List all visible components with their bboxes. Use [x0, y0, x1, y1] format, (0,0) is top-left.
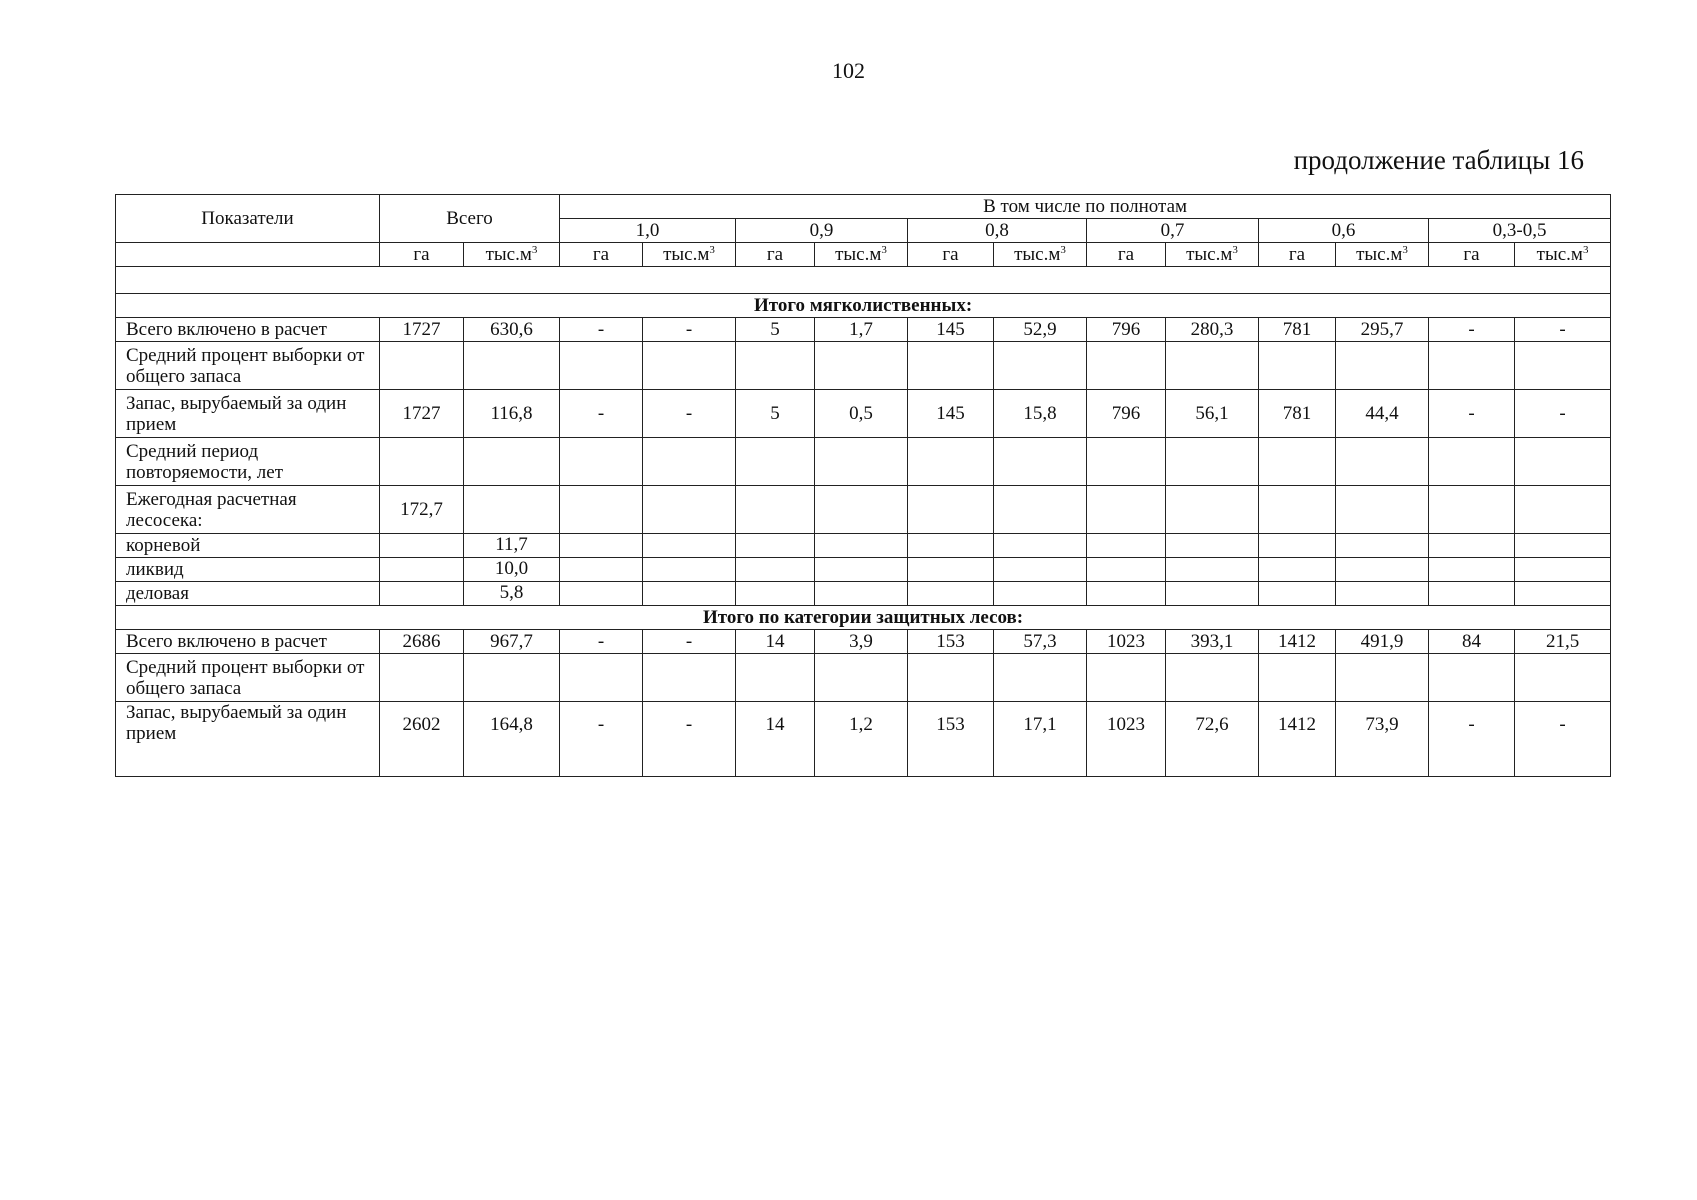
table-cell: -	[560, 630, 643, 654]
table-cell: -	[643, 702, 736, 777]
unit-volume-exponent: 3	[531, 244, 538, 256]
table-cell	[1259, 654, 1336, 702]
unit-ha: га	[736, 243, 815, 267]
table-cell	[643, 534, 736, 558]
table-cell	[908, 342, 994, 390]
blank-row	[116, 267, 1611, 294]
table-cell	[994, 438, 1087, 486]
table-cell	[1429, 558, 1515, 582]
row-label: Средний процент выборки от общего запаса	[116, 342, 380, 390]
table-cell: 164,8	[464, 702, 560, 777]
table-cell	[815, 654, 908, 702]
table-cell: -	[1515, 318, 1611, 342]
header-indicator: Показатели	[116, 195, 380, 243]
header-density: 0,3-0,5	[1429, 219, 1611, 243]
table-cell	[560, 558, 643, 582]
row-label: Всего включено в расчет	[116, 318, 380, 342]
table-cell: 11,7	[464, 534, 560, 558]
table-cell	[1259, 438, 1336, 486]
table-cell: 10,0	[464, 558, 560, 582]
table-cell	[1336, 654, 1429, 702]
table-cell	[1515, 654, 1611, 702]
table-row	[116, 630, 1611, 654]
unit-volume-text: тыс.м	[1536, 244, 1583, 265]
table-cell	[1166, 582, 1259, 606]
unit-volume-text: тыс.м	[1356, 244, 1403, 265]
table-cell: 630,6	[464, 318, 560, 342]
table-cell: 21,5	[1515, 630, 1611, 654]
table-cell: 145	[908, 318, 994, 342]
row-label: деловая	[116, 582, 380, 606]
section-title-row	[116, 294, 1611, 318]
table-row	[116, 318, 1611, 342]
header-density: 0,8	[908, 219, 1087, 243]
unit-volume-text: тыс.м	[1014, 244, 1061, 265]
table-cell	[1429, 582, 1515, 606]
table-cell: 153	[908, 702, 994, 777]
unit-ha: га	[1087, 243, 1166, 267]
table-cell: 3,9	[815, 630, 908, 654]
table-cell	[464, 342, 560, 390]
table-cell: -	[560, 318, 643, 342]
unit-volume	[1515, 243, 1611, 267]
table-cell	[643, 558, 736, 582]
table-cell: 14	[736, 702, 815, 777]
table-cell	[1087, 534, 1166, 558]
table-cell	[908, 654, 994, 702]
table-cell	[1515, 534, 1611, 558]
table-cell: -	[1429, 318, 1515, 342]
unit-volume	[1336, 243, 1429, 267]
table-cell: -	[1515, 390, 1611, 438]
table-cell: 5	[736, 390, 815, 438]
table-cell: 57,3	[994, 630, 1087, 654]
table-row	[116, 438, 1611, 486]
table-cell	[464, 486, 560, 534]
table-header	[116, 195, 1611, 267]
row-label: Всего включено в расчет	[116, 630, 380, 654]
header-density: 0,9	[736, 219, 908, 243]
table-cell	[643, 342, 736, 390]
table-cell: 1727	[380, 318, 464, 342]
table-cell	[643, 582, 736, 606]
table-cell	[560, 654, 643, 702]
table-cell	[643, 654, 736, 702]
table-cell	[815, 438, 908, 486]
table-cell: 1412	[1259, 702, 1336, 777]
table-cell	[1429, 438, 1515, 486]
table-cell: 145	[908, 390, 994, 438]
unit-volume-exponent: 3	[1232, 244, 1238, 256]
unit-volume	[464, 243, 560, 267]
table-cell	[1259, 558, 1336, 582]
table-cell	[1087, 438, 1166, 486]
table-caption: продолжение таблицы 16	[1293, 145, 1584, 175]
table-cell	[380, 654, 464, 702]
table-cell: 172,7	[380, 486, 464, 534]
table-cell	[560, 342, 643, 390]
table-cell	[560, 534, 643, 558]
table-cell	[736, 582, 815, 606]
row-label: корневой	[116, 534, 380, 558]
table-cell	[994, 534, 1087, 558]
table-cell: 1412	[1259, 630, 1336, 654]
unit-volume	[643, 243, 736, 267]
page-number: 102	[832, 58, 865, 83]
table-cell	[994, 342, 1087, 390]
table-cell: 1023	[1087, 630, 1166, 654]
unit-volume-text: тыс.м	[663, 244, 710, 265]
section-title: Итого мягколиственных:	[116, 294, 1611, 318]
header-density: 0,7	[1087, 219, 1259, 243]
table-cell	[380, 558, 464, 582]
table-cell: 1,2	[815, 702, 908, 777]
table-cell	[736, 654, 815, 702]
table-cell	[464, 438, 560, 486]
table-cell	[994, 486, 1087, 534]
table-cell	[1336, 342, 1429, 390]
table-cell: 5,8	[464, 582, 560, 606]
row-label: Запас, вырубаемый за один прием	[116, 390, 380, 438]
row-label: Ежегодная расчетная лесосека:	[116, 486, 380, 534]
unit-volume-text: тыс.м	[485, 244, 532, 265]
unit-volume	[1166, 243, 1259, 267]
table-cell: -	[560, 390, 643, 438]
table-cell	[1166, 654, 1259, 702]
table-cell	[908, 534, 994, 558]
table-cell: 14	[736, 630, 815, 654]
table-cell	[1515, 582, 1611, 606]
table-cell	[736, 438, 815, 486]
unit-volume-exponent: 3	[1402, 244, 1408, 256]
table-row	[116, 342, 1611, 390]
table-cell	[560, 486, 643, 534]
table-cell	[1429, 486, 1515, 534]
table-cell: 280,3	[1166, 318, 1259, 342]
table-cell: 393,1	[1166, 630, 1259, 654]
table-cell	[1166, 486, 1259, 534]
table-cell	[815, 582, 908, 606]
table-cell	[1166, 342, 1259, 390]
table-cell: -	[643, 390, 736, 438]
unit-volume	[994, 243, 1087, 267]
unit-ha: га	[380, 243, 464, 267]
table-row	[116, 582, 1611, 606]
unit-volume-exponent: 3	[709, 244, 715, 256]
table-cell	[560, 582, 643, 606]
table-cell: 15,8	[994, 390, 1087, 438]
table-cell: 153	[908, 630, 994, 654]
unit-ha: га	[1259, 243, 1336, 267]
table-cell: 1023	[1087, 702, 1166, 777]
table-row	[116, 654, 1611, 702]
table-cell	[994, 654, 1087, 702]
table-cell	[1259, 486, 1336, 534]
table-cell	[1336, 582, 1429, 606]
table-cell	[1087, 654, 1166, 702]
table-cell: -	[1429, 390, 1515, 438]
unit-ha: га	[1429, 243, 1515, 267]
table-cell: 72,6	[1166, 702, 1259, 777]
table-cell	[1336, 486, 1429, 534]
table-cell	[1087, 582, 1166, 606]
table-cell: 0,5	[815, 390, 908, 438]
table-cell	[1336, 558, 1429, 582]
section-title-row	[116, 606, 1611, 630]
table-cell	[1515, 438, 1611, 486]
table-cell	[1336, 438, 1429, 486]
table-cell: 5	[736, 318, 815, 342]
table-cell	[380, 582, 464, 606]
unit-volume-exponent: 3	[881, 244, 887, 256]
table-cell	[1336, 534, 1429, 558]
table-cell	[1166, 558, 1259, 582]
table-cell	[1166, 534, 1259, 558]
unit-volume	[815, 243, 908, 267]
unit-ha: га	[560, 243, 643, 267]
row-label: ликвид	[116, 558, 380, 582]
table-cell	[908, 582, 994, 606]
blank-cell	[116, 267, 1611, 294]
table-cell	[736, 342, 815, 390]
table-cell	[1087, 342, 1166, 390]
table-cell: 781	[1259, 390, 1336, 438]
table-cell	[560, 438, 643, 486]
table-cell	[1429, 534, 1515, 558]
header-empty-cell	[116, 243, 380, 267]
row-label: Средний процент выборки от общего запаса	[116, 654, 380, 702]
table-cell	[1166, 438, 1259, 486]
table-cell	[380, 534, 464, 558]
table-cell	[1087, 486, 1166, 534]
table-cell	[380, 342, 464, 390]
table-cell	[464, 654, 560, 702]
section-title: Итого по категории защитных лесов:	[116, 606, 1611, 630]
table-cell	[908, 486, 994, 534]
table-cell: 2602	[380, 702, 464, 777]
table-cell	[1429, 654, 1515, 702]
table-cell	[1515, 342, 1611, 390]
table-cell	[908, 558, 994, 582]
table-cell: 56,1	[1166, 390, 1259, 438]
table-cell: 967,7	[464, 630, 560, 654]
table-cell: 1727	[380, 390, 464, 438]
header-by-density: В том числе по полнотам	[560, 195, 1611, 219]
header-density: 0,6	[1259, 219, 1429, 243]
table-cell	[815, 534, 908, 558]
table-cell	[815, 558, 908, 582]
row-label: Запас, вырубаемый за один прием	[116, 702, 380, 777]
table-cell	[643, 486, 736, 534]
unit-volume-exponent: 3	[1582, 244, 1589, 256]
table-cell: -	[560, 702, 643, 777]
table-row	[116, 558, 1611, 582]
row-label: Средний период повторяемости, лет	[116, 438, 380, 486]
table-cell	[1087, 558, 1166, 582]
table-cell: 52,9	[994, 318, 1087, 342]
table-cell	[736, 558, 815, 582]
header-total: Всего	[380, 195, 560, 243]
table-cell: 73,9	[1336, 702, 1429, 777]
table-cell: 44,4	[1336, 390, 1429, 438]
unit-volume-text: тыс.м	[1186, 244, 1233, 265]
table-cell	[815, 342, 908, 390]
table-cell: -	[643, 630, 736, 654]
table-cell: 295,7	[1336, 318, 1429, 342]
table-row	[116, 390, 1611, 438]
table-cell	[643, 438, 736, 486]
header-density: 1,0	[560, 219, 736, 243]
table-row	[116, 534, 1611, 558]
table-cell	[994, 558, 1087, 582]
table-cell: 1,7	[815, 318, 908, 342]
table-cell	[1429, 342, 1515, 390]
unit-row	[116, 243, 1611, 267]
data-table	[115, 194, 1611, 777]
table-cell	[815, 486, 908, 534]
table-cell: 84	[1429, 630, 1515, 654]
unit-volume-exponent: 3	[1060, 244, 1066, 256]
table-row	[116, 486, 1611, 534]
table-cell: 2686	[380, 630, 464, 654]
table-cell	[1259, 342, 1336, 390]
unit-ha: га	[908, 243, 994, 267]
table-cell: 781	[1259, 318, 1336, 342]
table-body	[116, 267, 1611, 777]
table-cell	[1515, 486, 1611, 534]
table-cell: 796	[1087, 390, 1166, 438]
table-cell	[994, 582, 1087, 606]
table-cell: 796	[1087, 318, 1166, 342]
table-cell: 116,8	[464, 390, 560, 438]
table-cell: 491,9	[1336, 630, 1429, 654]
table-cell	[1515, 558, 1611, 582]
table-cell	[908, 438, 994, 486]
table-cell	[380, 438, 464, 486]
table-row	[116, 702, 1611, 777]
table-cell	[1259, 582, 1336, 606]
table-cell: 17,1	[994, 702, 1087, 777]
table-cell	[736, 534, 815, 558]
table-cell: -	[1429, 702, 1515, 777]
unit-volume-text: тыс.м	[835, 244, 882, 265]
table-cell	[1259, 534, 1336, 558]
table-cell: -	[1515, 702, 1611, 777]
table-cell	[736, 486, 815, 534]
table-cell: -	[643, 318, 736, 342]
